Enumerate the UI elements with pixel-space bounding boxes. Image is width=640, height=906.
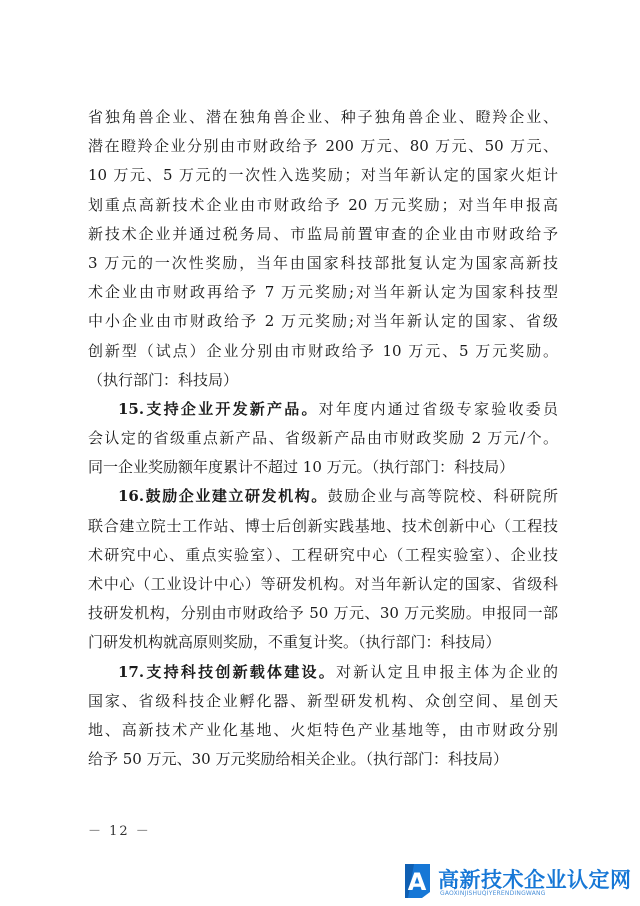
text-line: 10 万元、5 万元的一次性入选奖励；对当年新认定的国家火炬计 <box>88 166 558 185</box>
text-line: 门研发机构就高原则奖励，不重复计奖。（执行部门：科技局） <box>88 633 501 652</box>
text-line: 潜在瞪羚企业分别由市财政给予 200 万元、80 万元、50 万元、 <box>88 137 558 156</box>
logo-icon <box>400 862 434 900</box>
text-line: 国家、省级科技企业孵化器、新型研发机构、众创空间、星创天 <box>88 691 558 710</box>
text-line: 联合建立院士工作站、博士后创新实践基地、技术创新中心（工程技 <box>88 516 558 535</box>
item-17-heading: 17.支持科技创新载体建设。 <box>118 662 337 681</box>
text-line: 给予 50 万元、30 万元奖励给相关企业。（执行部门：科技局） <box>88 750 508 769</box>
item-15-heading: 15.支持企业开发新产品。 <box>118 399 319 418</box>
text-line: 新技术企业并通过税务局、市监局前置审查的企业由市财政给予 <box>88 224 558 243</box>
page-number: － 12 － <box>88 824 151 839</box>
item-17-text: 对新认定且申报主体为企业的 <box>336 662 558 681</box>
text-line: 术研究中心、重点实验室）、工程研究中心（工程实验室）、企业技 <box>88 545 558 564</box>
text-line: 划重点高新技术企业由市财政给予 20 万元奖励；对当年申报高 <box>88 195 558 214</box>
watermark-title: 高新技术企业认定网 <box>438 868 632 892</box>
logo-letter: A <box>407 868 427 896</box>
item-15-first-line <box>88 395 558 424</box>
body-text <box>88 103 558 774</box>
item-15-text: 对年度内通过省级专家验收委员 <box>318 399 558 418</box>
text-line: 创新型（试点）企业分别由市财政给予 10 万元、5 万元奖励。 <box>88 341 558 360</box>
site-watermark[interactable] <box>400 862 632 902</box>
text-line: 3 万元的一次性奖励，当年由国家科技部批复认定为国家高新技 <box>88 253 558 272</box>
text-line: 中小企业由市财政给予 2 万元奖励;对当年新认定的国家、省级 <box>88 312 558 331</box>
text-line: 省独角兽企业、潜在独角兽企业、种子独角兽企业、瞪羚企业、 <box>88 108 558 126</box>
text-line: 技研发机构，分别由市财政给予 50 万元、30 万元奖励。申报同一部 <box>88 604 558 623</box>
text-line: 会认定的省级重点新产品、省级新产品由市财政奖励 2 万元/个。 <box>88 429 558 448</box>
text-line: （执行部门：科技局） <box>88 370 239 389</box>
item-17-first-line <box>88 658 558 687</box>
text-line: 地、高新技术产业化基地、火炬特色产业基地等，由市财政分别 <box>88 720 558 739</box>
item-16-heading: 16.鼓励企业建立研发机构。 <box>118 487 328 506</box>
text-line: 术企业由市财政再给予 7 万元奖励;对当年新认定为国家科技型 <box>88 283 558 302</box>
watermark-subtitle: GAOXINJISHUQIYERENDINGWANG <box>440 890 546 897</box>
text-line: 术中心（工业设计中心）等研发机构。对当年新认定的国家、省级科 <box>88 575 558 593</box>
item-16-first-line <box>88 482 558 511</box>
text-line: 同一企业奖励额年度累计不超过 10 万元。（执行部门：科技局） <box>88 458 515 477</box>
item-16-text: 鼓励企业与高等院校、科研院所 <box>327 487 558 506</box>
